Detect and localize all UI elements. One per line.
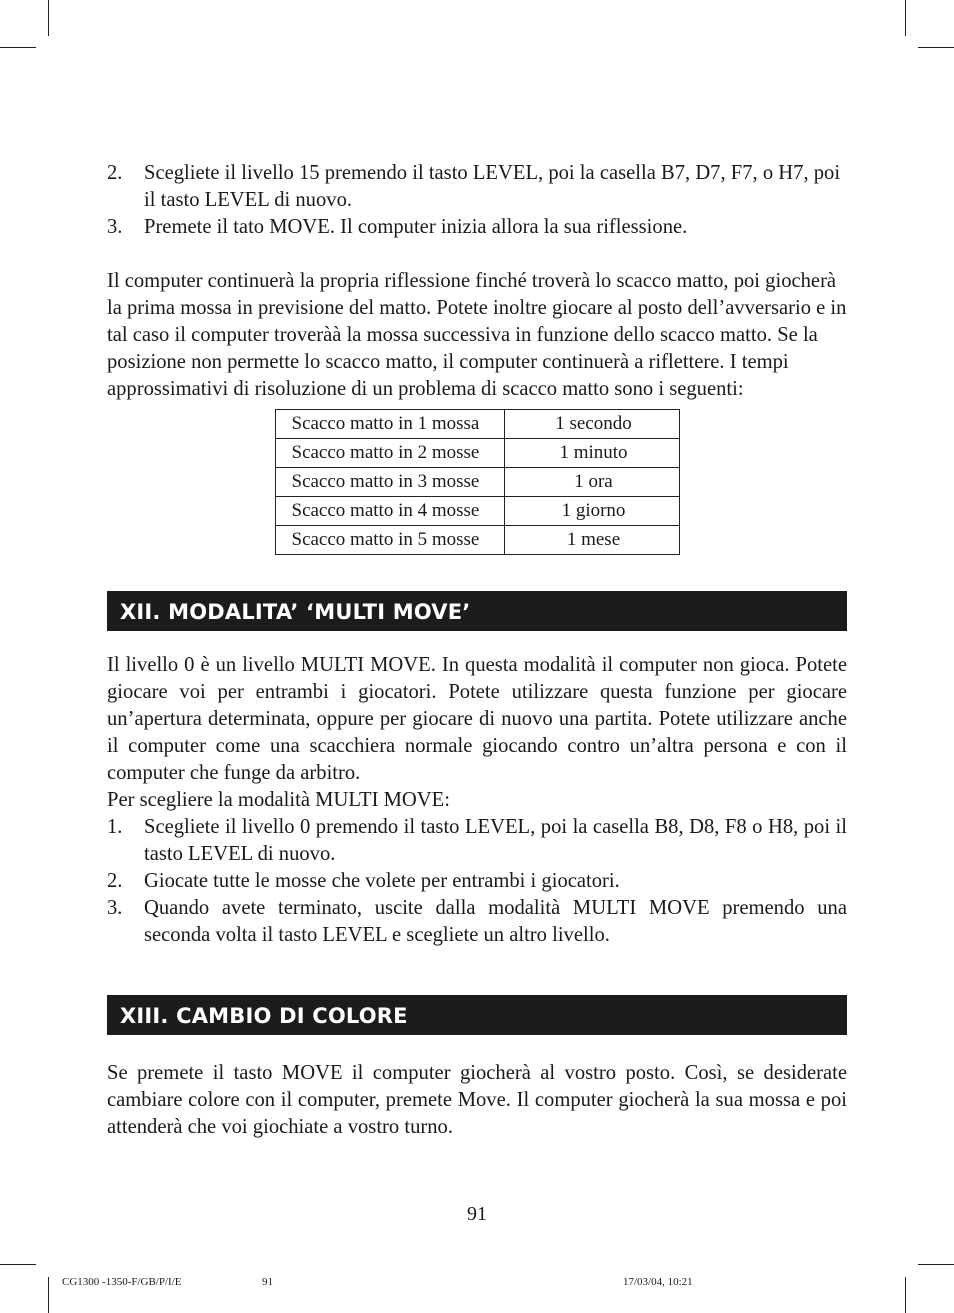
list-text: Giocate tutte le mosse che volete per entrambi i giocatori. bbox=[144, 870, 620, 892]
list-item bbox=[107, 160, 847, 214]
list-number: 2. bbox=[107, 870, 123, 892]
list-item bbox=[107, 814, 847, 868]
table-row bbox=[275, 497, 679, 526]
table-cell-label: Scacco matto in 5 mosse bbox=[275, 526, 504, 555]
page-content bbox=[107, 160, 847, 1141]
steps-list-multi-move bbox=[107, 814, 847, 949]
crop-mark bbox=[48, 0, 49, 36]
table-cell-time: 1 ora bbox=[504, 468, 679, 497]
crop-mark bbox=[905, 0, 906, 36]
list-item bbox=[107, 214, 847, 241]
table-cell-time: 1 mese bbox=[504, 526, 679, 555]
list-item bbox=[107, 895, 847, 949]
crop-mark bbox=[918, 47, 954, 48]
mate-times-table bbox=[275, 409, 680, 555]
table-cell-label: Scacco matto in 4 mosse bbox=[275, 497, 504, 526]
table-cell-label: Scacco matto in 1 mossa bbox=[275, 410, 504, 439]
list-text: Premete il tato MOVE. Il computer inizia allora la sua riflessione. bbox=[144, 216, 688, 238]
list-number: 1. bbox=[107, 816, 123, 838]
crop-mark bbox=[918, 1264, 954, 1265]
table-row bbox=[275, 526, 679, 555]
list-number: 3. bbox=[107, 897, 123, 919]
table-cell-label: Scacco matto in 2 mosse bbox=[275, 439, 504, 468]
crop-mark bbox=[0, 47, 36, 48]
section-heading-color-change: XIII. CAMBIO DI COLORE bbox=[107, 995, 847, 1035]
crop-mark bbox=[905, 1277, 906, 1313]
crop-mark bbox=[0, 1264, 36, 1265]
table-row bbox=[275, 468, 679, 497]
section-heading-multi-move: XII. MODALITA’ ‘MULTI MOVE’ bbox=[107, 591, 847, 631]
paragraph-multi-move-intro: Per scegliere la modalità MULTI MOVE: bbox=[107, 789, 450, 811]
list-text: Scegliete il livello 0 premendo il tasto LEVEL, poi la casella B8, D8, F8 o H8, poi il tasto LEVEL di nuovo. bbox=[144, 816, 847, 865]
steps-list-top bbox=[107, 160, 847, 241]
list-item bbox=[107, 868, 847, 895]
page-number: 91 bbox=[467, 1203, 487, 1225]
paragraph-color-change: Se premete il tasto MOVE il computer giocherà al vostro posto. Così, se desiderate cambiare colore con il computer, premete Move. Il computer giocherà la sua mossa e poi attenderà che voi giochiate a vostro turno. bbox=[107, 1062, 847, 1138]
crop-mark bbox=[48, 1277, 49, 1313]
table-cell-time: 1 giorno bbox=[504, 497, 679, 526]
table-cell-time: 1 minuto bbox=[504, 439, 679, 468]
list-number: 3. bbox=[107, 216, 123, 238]
list-text: Quando avete terminato, uscite dalla modalità MULTI MOVE premendo una seconda volta il tasto LEVEL e scegliete un altro livello. bbox=[144, 897, 847, 946]
footer-datetime: 17/03/04, 10:21 bbox=[623, 1276, 693, 1288]
table-row bbox=[275, 439, 679, 468]
paragraph-multi-move: Il livello 0 è un livello MULTI MOVE. In questa modalità il computer non gioca. Potete giocare voi per entrambi i giocatori. Potete utilizzare questa funzione per giocare un’apertura determinata, oppure per giocare di nuovo una partita. Potete utilizzare anche il computer come una scacchiera normale giocando contro un’altra persona e con il computer che funge da arbitro. bbox=[107, 654, 847, 784]
list-number: 2. bbox=[107, 162, 123, 184]
footer-page: 91 bbox=[262, 1276, 273, 1288]
table-cell-time: 1 secondo bbox=[504, 410, 679, 439]
paragraph-mate-search: Il computer continuerà la propria riflessione finché troverà lo scacco matto, poi giocherà la prima mossa in previsione del matto. Potete inoltre giocare al posto dell’avversario e in tal caso il computer troveràà la mossa successiva in funzione dello scacco matto. Se la posizione non permette lo scacco matto, il computer continuerà a riflettere. I tempi approssimativi di risoluzione di un problema di scacco matto sono i seguenti: bbox=[107, 270, 847, 400]
table-row bbox=[275, 410, 679, 439]
table-cell-label: Scacco matto in 3 mosse bbox=[275, 468, 504, 497]
list-text: Scegliete il livello 15 premendo il tasto LEVEL, poi la casella B7, D7, F7, o H7, poi il tasto LEVEL di nuovo. bbox=[144, 162, 841, 211]
footer-doc-code: CG1300 -1350-F/GB/P/I/E bbox=[62, 1276, 182, 1288]
